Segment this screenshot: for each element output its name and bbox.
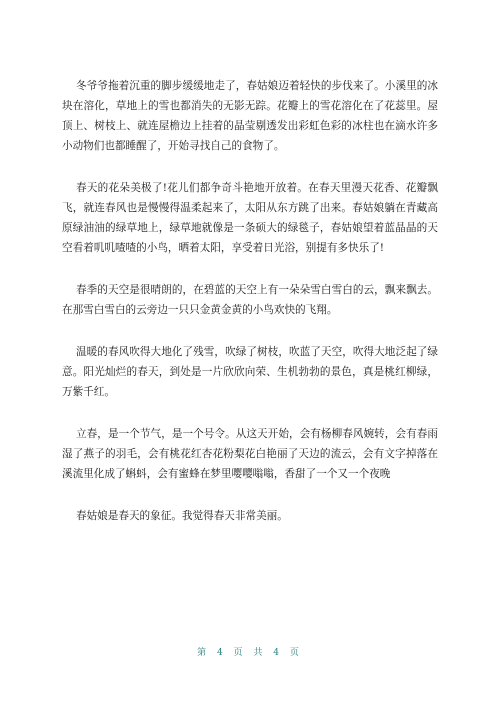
paragraph-2: 春天的花朵美极了!花儿们都争奇斗艳地开放着。在春天里漫天花香、花瓣飘飞，就连春风也是慢慢得温柔起来了，太阳从东方跳了出来。春姑娘躺在青藏高原绿油油的绿草地上，绿草地就像是一条硕大的绿毯子，春姑娘望着蓝晶晶的天空看着叽叽喳喳的小鸟，晒着太阳，享受着日光浴，别提有多快乐了! <box>62 182 438 254</box>
paragraph-4: 温暖的春风吹得大地化了残雪，吹绿了树枝，吹蓝了天空，吹得大地泛起了绿意。阳光灿烂的春天，到处是一片欣欣向荣、生机勃勃的景色，真是桃红柳绿，万紫千红。 <box>62 346 438 398</box>
page-number-footer: 第 4 页 共 4 页 <box>197 648 303 658</box>
paragraph-5: 立春，是一个节气，是一个号令。从这天开始，会有杨柳春风婉转，会有春雨湿了燕子的羽毛，会有桃花红杏花粉梨花白艳丽了天边的流云，会有文字掉落在溪流里化成了蝌蚪，会有蜜蜂在梦里嘤嘤嗡嗡，香甜了一个又一个夜晚 <box>62 428 438 480</box>
document-body <box>62 76 438 548</box>
paragraph-1: 冬爷爷拖着沉重的脚步缓缓地走了，春姑娘迈着轻快的步伐来了。小溪里的冰块在溶化，草地上的雪也都消失的无影无踪。花瓣上的雪花溶化在了花蕊里。屋顶上、树枝上、就连屋檐边上挂着的晶莹剔透发出彩虹色彩的冰柱也在滴水许多小动物们也都睡醒了，开始寻找自己的食物了。 <box>62 80 438 152</box>
paragraph-6: 春姑娘是春天的象征。我觉得春天非常美丽。 <box>76 510 288 522</box>
paragraph-3: 春季的天空是很晴朗的，在碧蓝的天空上有一朵朵雪白雪白的云，飘来飘去。在那雪白雪白的云旁边一只只金黄金黄的小鸟欢快的飞翔。 <box>62 284 438 316</box>
